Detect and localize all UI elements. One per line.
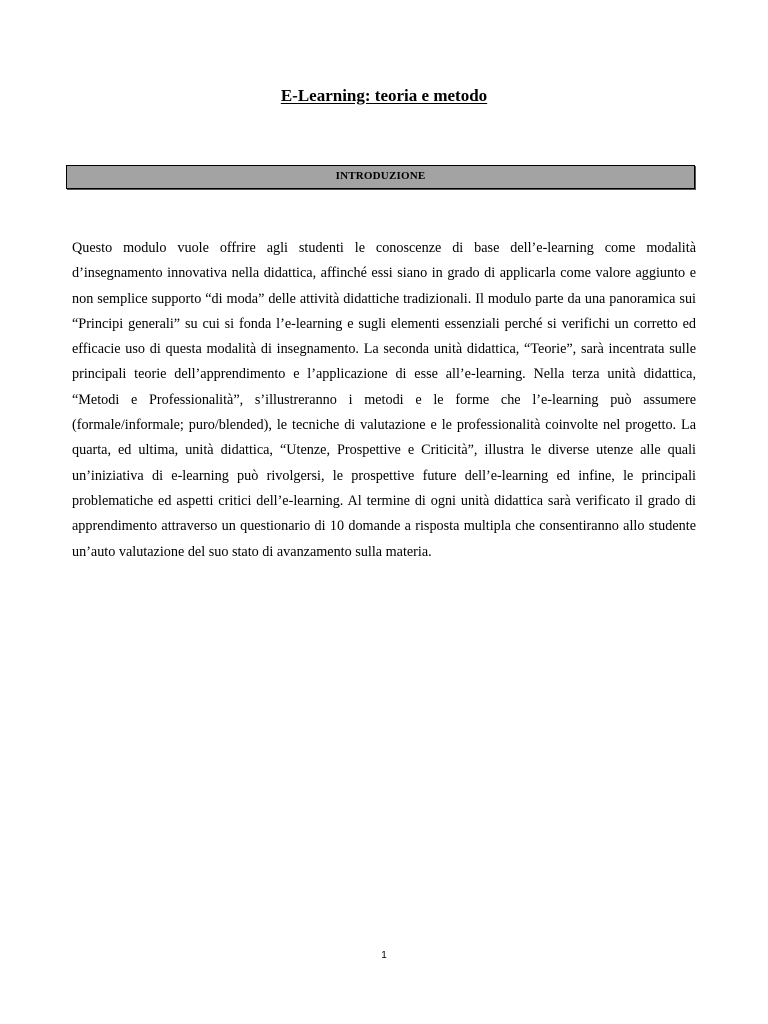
introduction-paragraph: Questo modulo vuole offrire agli studenti le conoscenze di base dell’e-learning come modalità d’insegnamento innovativa nella didattica, affinché essi siano in grado di applicarla come valore aggiunto e non semplice supporto “di moda” delle attività didattiche tradizionali. Il modulo parte da una panoramica sui “Principi generali” su cui si fonda l’e-learning e sugli elementi essenziali perché si verifichi un corretto ed efficacie uso di questa modalità di insegnamento. La seconda unità didattica, “Teorie”, sarà incentrata sulle principali teorie dell’apprendimento e l’applicazione di esse all’e-learning. Nella terza unità didattica, “Metodi e Professionalità”, s’illustreranno i metodi e le forme che l’e-learning può assumere (formale/informale; puro/blended), le tecniche di valutazione e le professionalità coinvolte nel progetto. La quarta, ed ultima, unità didattica, “Utenze, Prospettive e Criticità”, illustra le diverse utenze alle quali un’iniziativa di e-learning può rivolgersi, le prospettive future dell’e-learning ed infine, le principali problematiche ed aspetti critici dell’e-learning. Al termine di ogni unità didattica sarà verificato il grado di apprendimento attraverso un questionario di 10 domande a risposta multipla che consentiranno allo studente un’auto valutazione del suo stato di avanzamento sulla materia. — [72, 240, 696, 560]
section-heading-label: INTRODUZIONE — [335, 170, 426, 182]
document-title: E-Learning: teoria e metodo — [280, 86, 488, 105]
section-heading-bar — [66, 165, 695, 189]
page-number: 1 — [381, 950, 387, 961]
